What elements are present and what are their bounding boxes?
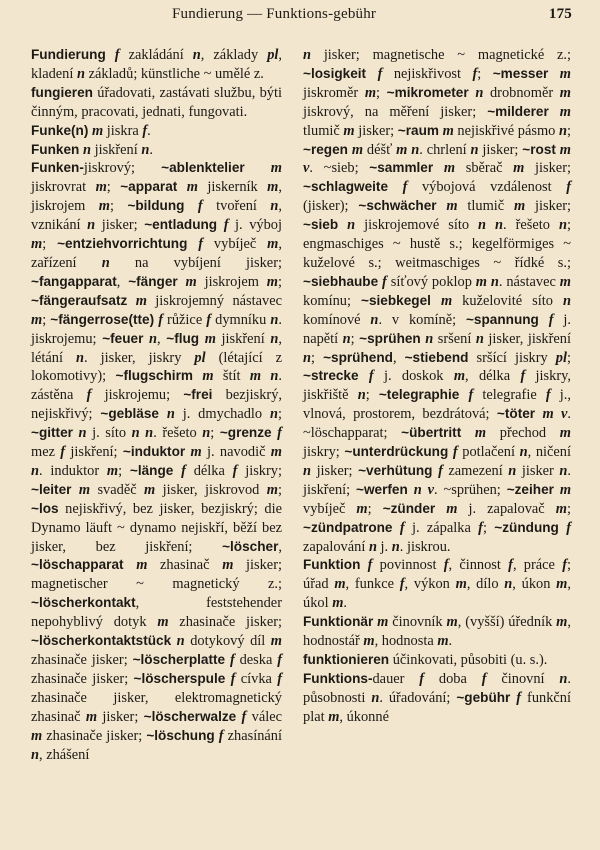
entry-definition: jiskrový; ~ablenktelier m jiskrovrat m; ~apparat m jiskerník m, jiskrojem m; ~bildung f tvoření n, vznikání n jisker; ~entladung f j. výboj m; ~entziehvorrichtung f vybíječ m, zařízení n na vybíjení jisker; ~fangapparat, ~fänger m jiskrojem m; ~fängeraufsatz m jiskrojemný nástavec m; ~fängerrose(tte) f růžice f dymníku n. jiskrojemu; ~feuer n, ~flug m jiskření n, létání n. jisker, jiskry pl (létající z lokomotivy); ~flugschirm m štít m n. zástěna f jiskrojemu; ~frei bezjiskrý, nejiskřivý; ~gebläse n j. dmychadlo n; ~gitter n j. síto n n. řešeto n; ~grenze f mez f jiskření; ~induktor m j. navodič m n. induktor m; ~länge f délka f jiskry; ~leiter m svaděč m jisker, jiskrovod m; ~los nejiskřivý, bez jisker, bezjiskrý; die Dynamo läuft ~ dynamo nejiskří, běží bez jisker, bez jiskření; ~löscher, ~löschapparat m zhasinač m jisker; magnetischer ~ magnetický z.; ~löscherkontakt, feststehender nepohyblivý dotyk m zhasinače jisker; ~löscherkontaktstück n dotykový díl m zhasinače jisker; ~löscherplatte f deska f zhasinače jisker; ~löscherspule f cívka f zhasinače jisker, elektromagnetický zhasinač m jisker; ~löscherwalze f válec m zhasinače jisker; ~löschung f zhasínání n, zhášení: [31, 160, 283, 763]
dictionary-entry: [31, 122, 282, 141]
dictionary-entry: [31, 84, 282, 122]
dictionary-entry: [31, 141, 282, 160]
entry-definition: m činovník m, (vyšší) úředník m, hodnostář m, hodnosta m.: [303, 614, 571, 650]
entry-definition: úřadovati, zastávati službu, býti činným, pracovati, jednati, fungovati.: [31, 84, 282, 120]
dictionary-entry: [303, 556, 571, 613]
dictionary-entry: [303, 46, 571, 556]
entry-headword: fungieren: [31, 84, 93, 100]
running-title: Fundierung — Funktions-gebühr: [172, 6, 377, 22]
entry-headword: Fundierung: [31, 47, 106, 62]
entry-headword: Funktion: [303, 557, 361, 573]
left-column: [31, 46, 282, 764]
entry-definition: m jiskra f.: [92, 122, 151, 139]
entry-definition: f zakládání n, základy pl, kladení n základů; künstliche ~ umělé z.: [31, 47, 282, 82]
dictionary-entry: [303, 670, 571, 727]
entry-headword: Funken-: [31, 160, 84, 176]
entry-headword: Funktionär: [303, 614, 374, 630]
page-header: [30, 6, 572, 28]
entry-headword: Funktions-: [303, 670, 373, 686]
page-number: 175: [548, 6, 572, 22]
dictionary-entry: [31, 159, 282, 764]
dictionary-entry: [303, 613, 571, 651]
entry-headword: Funken: [31, 141, 80, 157]
dictionary-entry: [303, 651, 571, 670]
entry-definition: n jisker; magnetische ~ magnetické z.; ~losigkeit f nejiskřivost f; ~messer m jiskroměr m; ~mikrometer n drobnoměr m jiskrový, na měření jisker; ~milderer m tlumič m jisker; ~raum m nejiskřivé pásmo n; ~regen m déšť m n. chrlení n jisker; ~rost m v. ~sieb; ~sammler m sběrač m jisker; ~schlagweite f výbojová vzdálenost f (jisker); ~schwächer m tlumič m jisker; ~sieb n jiskrojemové síto n n. řešeto n; engmaschiges ~ hustě s.; kegelförmiges ~ kuželové s.; weitmaschiges ~ řídké s.; ~siebhaube f síťový poklop m n. nástavec m komínu; ~siebkegel m kuželovité síto n komínové n. v komíně; ~spannung f j. napětí n; ~sprühen n sršení n jisker, jiskření n; ~sprühend, ~stiebend sršící jiskry pl; ~strecke f j. doskok m, délka f jiskry, jiskřiště n; ~telegraphie f telegrafie f j., vlnová, prostorem, bezdrátová; ~töter m v. ~löschapparat; ~übertritt m přechod m jiskry; ~unterdrückung f potlačení n, ničení n jisker; ~verhütung f zamezení n jisker n. jiskření; ~werfen n v. ~sprühen; ~zeiher m vybíječ m; ~zünder m j. zapalovač m; ~zündpatrone f j. zápalka f; ~zündung f zapalování n j. n. jiskrou.: [303, 47, 572, 555]
entry-definition: účinkovati, působiti (u. s.).: [389, 652, 548, 668]
entry-definition: f povinnost f, činnost f, práce f; úřad m, funkce f, výkon m, dílo n, úkon m, úkol m.: [303, 557, 571, 612]
right-column: [303, 46, 571, 727]
entry-headword: funktionieren: [303, 652, 390, 667]
entry-definition: dauer f doba f činovní n. působnosti n. úřadování; ~gebühr f funkční plat m, úkonné: [303, 670, 571, 725]
dictionary-entry: [31, 46, 282, 84]
entry-definition: n jiskření n.: [82, 141, 153, 158]
entry-headword: Funke(n): [31, 122, 89, 138]
